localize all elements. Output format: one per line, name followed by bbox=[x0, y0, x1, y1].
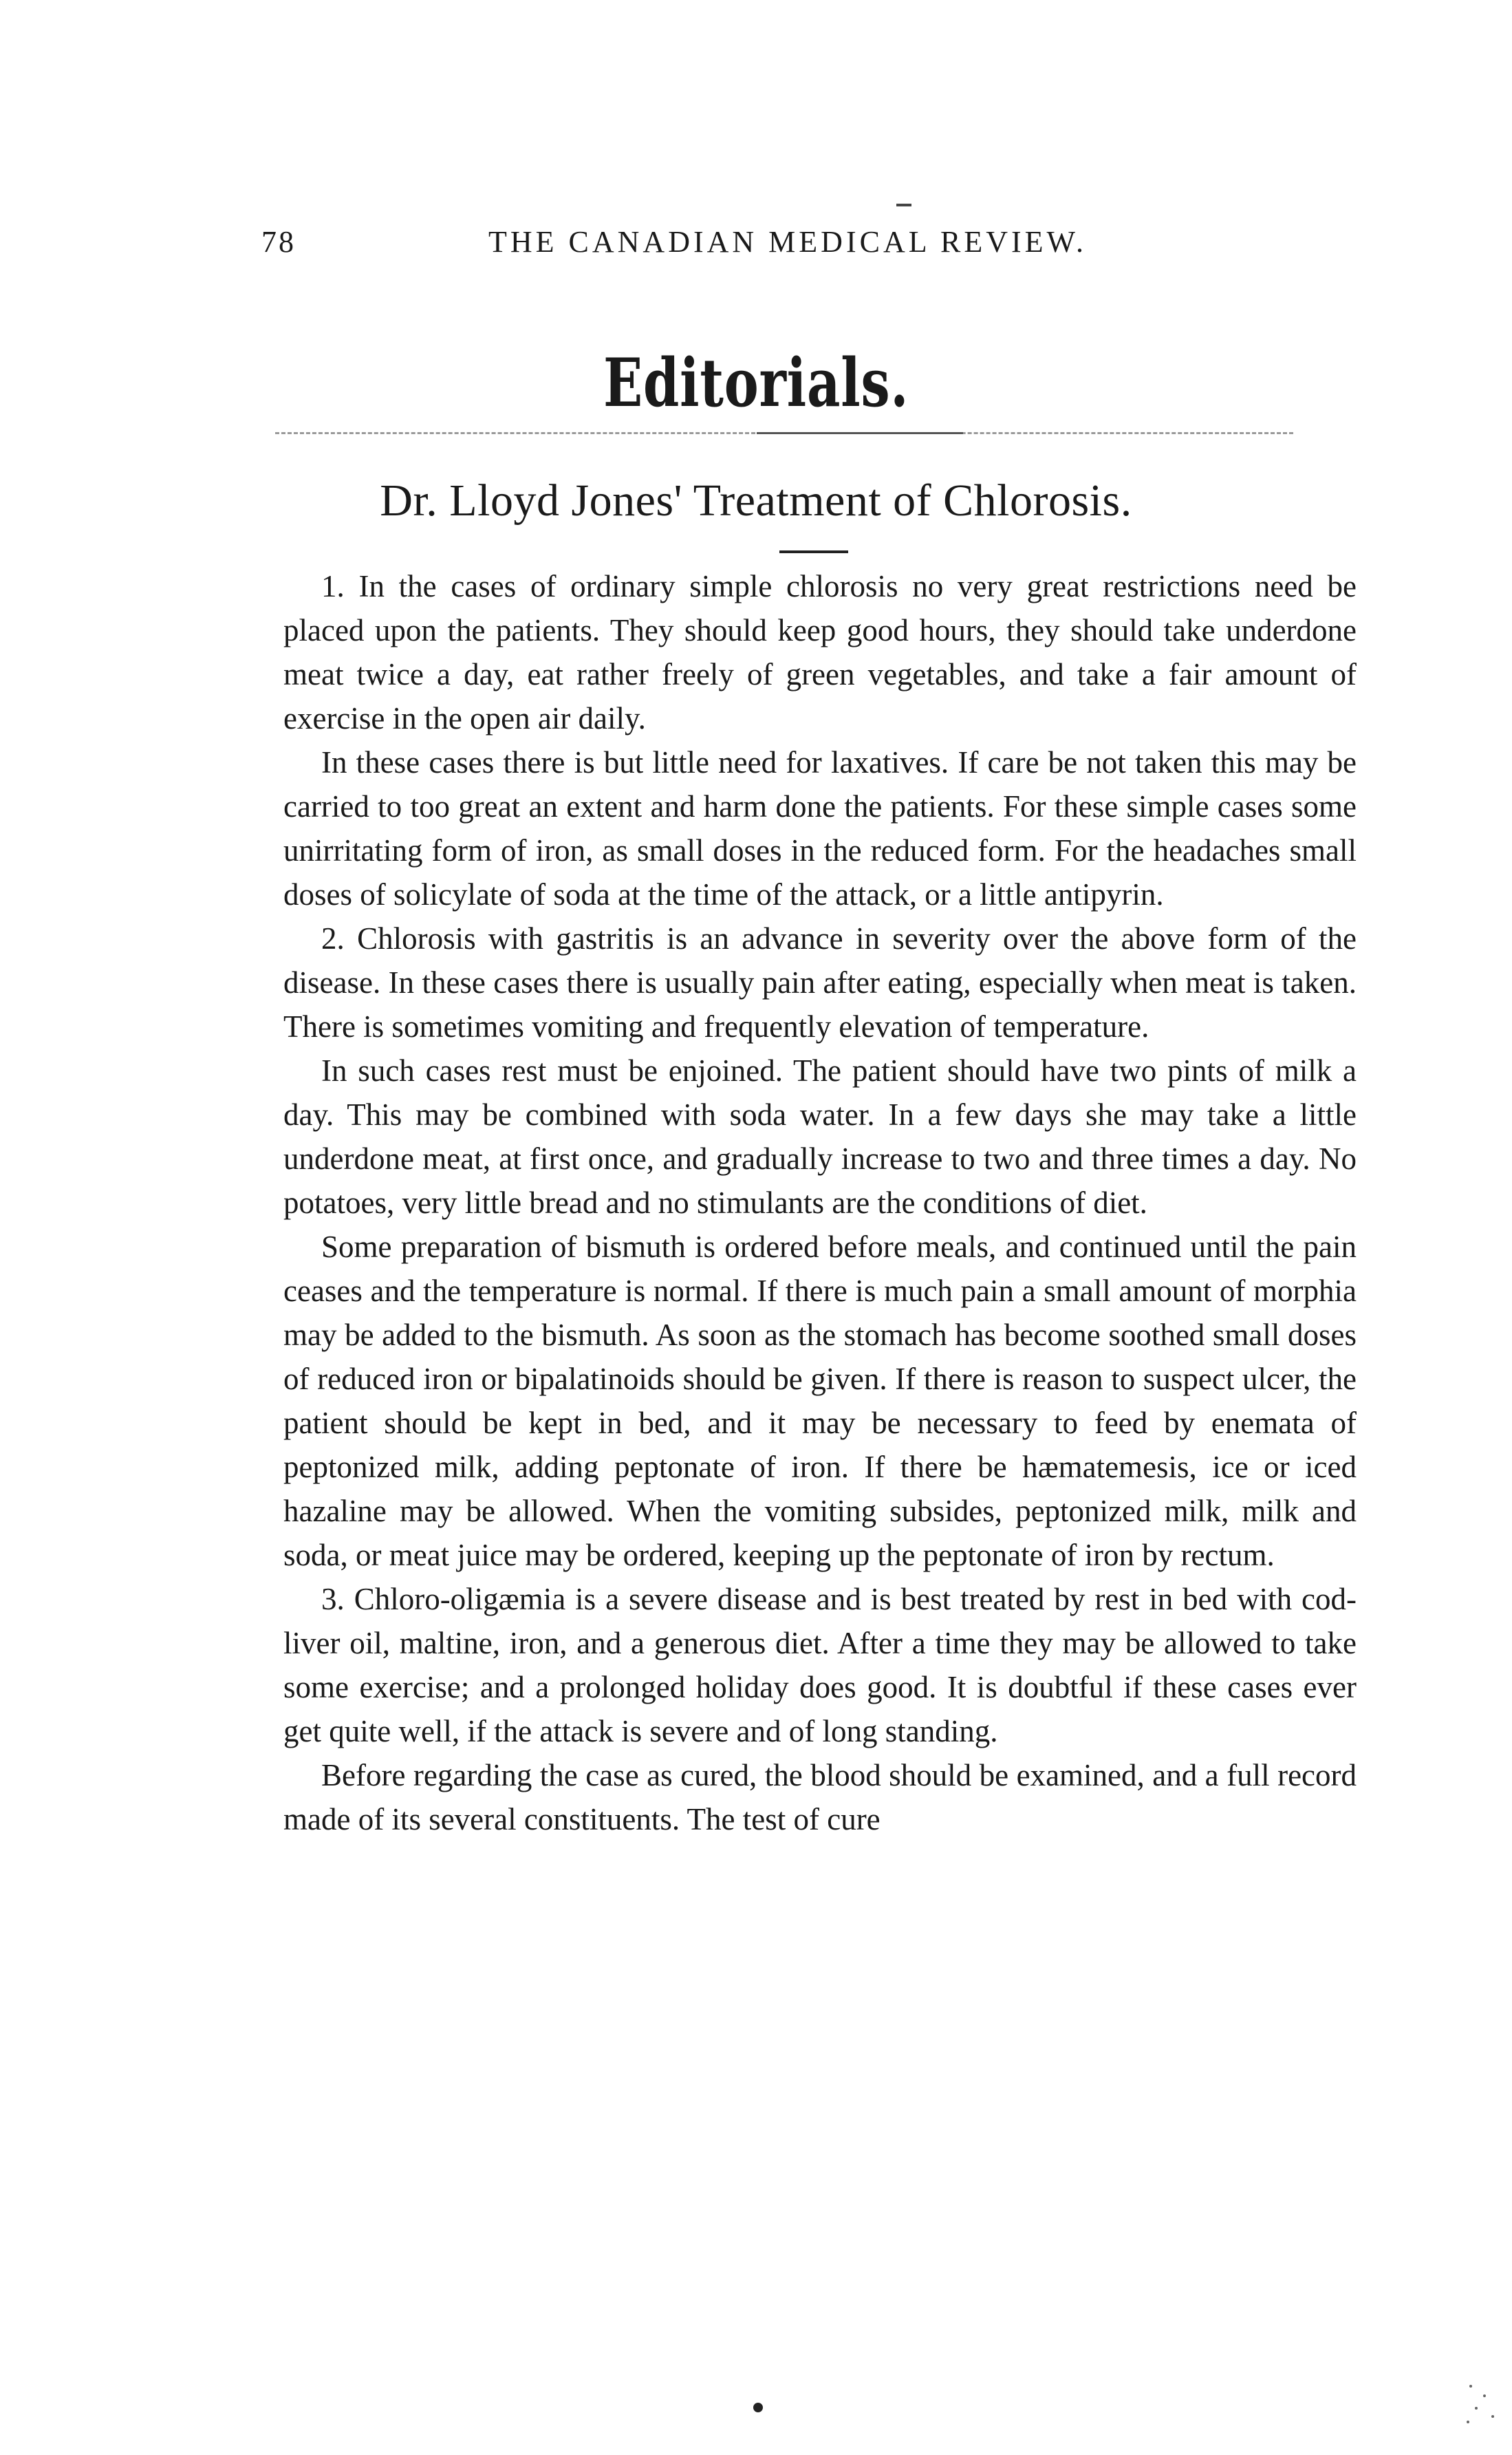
article-title: Dr. Lloyd Jones' Treatment of Chlorosis. bbox=[380, 475, 1132, 526]
paragraph: Before regarding the case as cured, the blood should be examined, and a full record made of its several constituents. The test of cure bbox=[283, 1758, 1357, 1836]
paragraph: Some preparation of bismuth is ordered before meals, and continued until the pain ceases and the temperature is normal. If there is much pain a small amount of morphia may be added to the bismuth. As soon as the stomach has become soothed small doses of reduced iron or bipalatinoids should be given. If there is reason to suspect ulcer, the patient should be kept in bed, and it may be necessary to feed by enemata of peptonized milk, adding peptonate of iron. If there be hæmatemesis, ice or iced hazaline may be allowed. When the vomiting subsides, peptonized milk, milk and soda, or meat juice may be ordered, keeping up the peptonate of iron by rectum. bbox=[283, 1230, 1357, 1572]
section-divider bbox=[275, 432, 1293, 434]
footer-dot bbox=[753, 2403, 763, 2412]
paragraph: In such cases rest must be enjoined. The patient should have two pints of milk a day. This may be combined with soda water. In a few days she may take a little underdone meat, at first once, and gradually increase to two and three times a day. No potatoes, very little bread and no stimulants are the conditions of diet. bbox=[283, 1053, 1357, 1220]
section-heading: Editorials. bbox=[603, 344, 909, 422]
paragraph: In these cases there is but little need for laxatives. If care be not taken this may be carried to too great an extent and harm done the patients. For these simple cases some unirritating form of iron, as small doses in the reduced form. For the headaches small doses of solicylate of soda at the time of the attack, or a little antipyrin. bbox=[283, 745, 1357, 912]
article-body bbox=[283, 564, 1357, 1841]
paragraph: 3. Chloro-oligæmia is a severe disease and is best treated by rest in bed with cod-liver oil, maltine, iron, and a generous diet. After a time they may be allowed to take some exercise; and a prolonged holiday does good. It is doubtful if these cases ever get quite well, if the attack is severe and of long standing. bbox=[283, 1582, 1357, 1748]
top-rule-mark bbox=[896, 204, 911, 206]
paragraph: 2. Chlorosis with gastritis is an advance in severity over the above form of the disease. In these cases there is usually pain after eating, especially when meat is taken. There is sometimes vomiting and frequently elevation of temperature. bbox=[283, 921, 1357, 1044]
section-divider-solid bbox=[757, 432, 963, 434]
scan-specks bbox=[1462, 2379, 1504, 2427]
page-number: 78 bbox=[261, 225, 296, 259]
journal-title: THE CANADIAN MEDICAL REVIEW. bbox=[488, 225, 1087, 259]
title-underline bbox=[779, 550, 848, 553]
paragraph: 1. In the cases of ordinary simple chlorosis no very great restrictions need be placed upon the patients. They should keep good hours, they should take underdone meat twice a day, eat rather freely of green vegetables, and take a fair amount of exercise in the open air daily. bbox=[283, 569, 1357, 736]
